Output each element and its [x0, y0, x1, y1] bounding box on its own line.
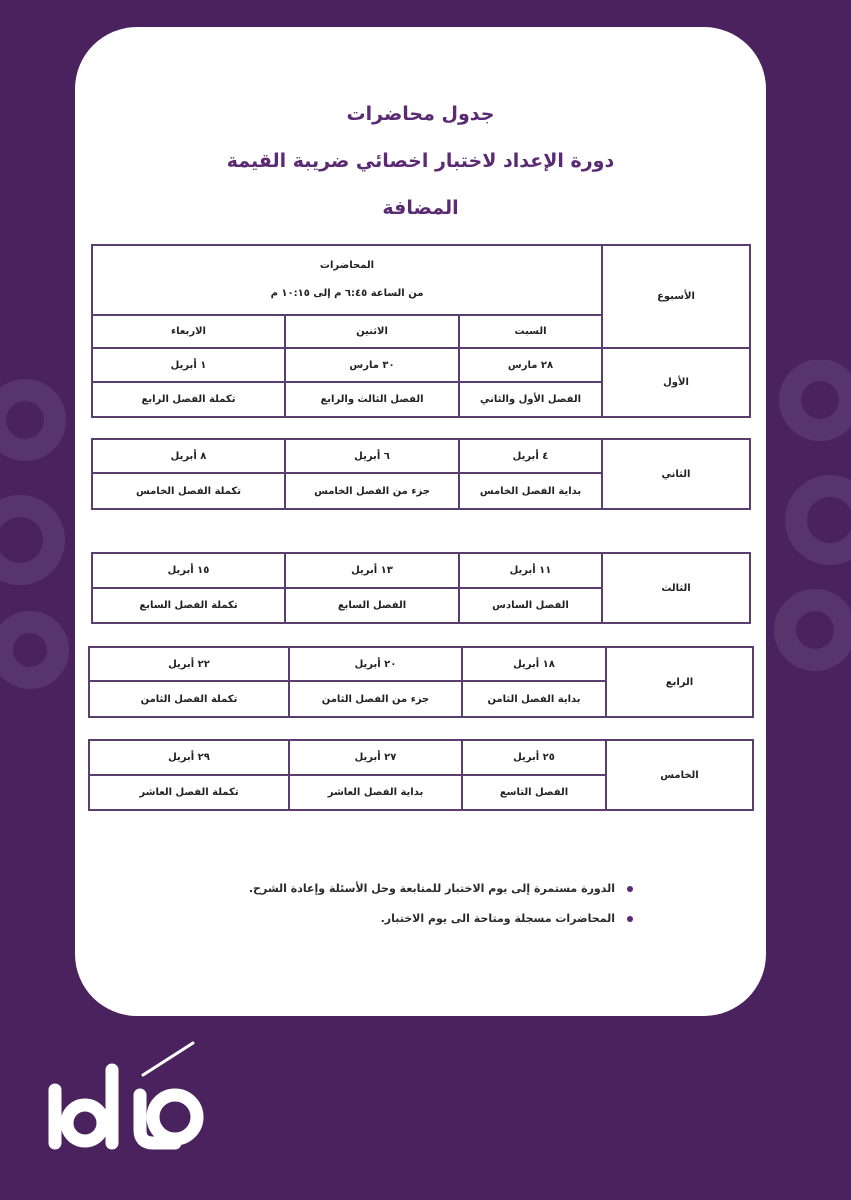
schedule-card [75, 27, 766, 1016]
topic-cell: جزء من الفصل الخامس [285, 473, 459, 509]
date-cell: ٢٠ أبريل [289, 647, 462, 681]
topic-cell: جزء من الفصل الثامن [289, 681, 462, 717]
topic-cell: بداية الفصل العاشر [289, 775, 462, 810]
note-text: الدورة مستمرة إلى يوم الاختبار للمتابعة وحل الأسئلة وإعادة الشرح. [248, 882, 615, 895]
day-header-saturday: السبت [459, 315, 602, 348]
topic-cell: الفصل الثالث والرابع [285, 382, 459, 417]
date-cell: ٢٧ أبريل [289, 740, 462, 775]
topic-cell: الفصل التاسع [462, 775, 606, 810]
title-line-3: المضافة [382, 197, 459, 219]
time-label: من الساعة ٦:٤٥ م إلى ١٠:١٥ م [270, 288, 424, 299]
topic-cell: بداية الفصل الخامس [459, 473, 602, 509]
topic-cell: تكملة الفصل الثامن [89, 681, 289, 717]
topic-cell: الفصل الأول والثاني [459, 382, 602, 417]
bullet-dot-icon [627, 886, 633, 892]
date-cell: ٦ أبريل [285, 439, 459, 473]
schedule-table-week-3 [91, 552, 751, 624]
week-name: الأول [602, 348, 750, 417]
date-cell: ١ أبريل [92, 348, 285, 382]
date-cell: ٤ أبريل [459, 439, 602, 473]
schedule-table-week-4 [88, 646, 754, 718]
topic-cell: تكملة الفصل الخامس [92, 473, 285, 509]
topic-cell: بداية الفصل الثامن [462, 681, 606, 717]
week-name: الثالث [602, 553, 750, 623]
week-column-header: الأسبوع [602, 245, 750, 348]
note-item [249, 882, 633, 896]
schedule-table-week-2 [91, 438, 751, 510]
topic-cell: الفصل السابع [285, 588, 459, 623]
title-line-1: جدول محاضرات [346, 103, 495, 125]
week-name: الثاني [602, 439, 750, 509]
bullet-dot-icon [627, 916, 633, 922]
week-name: الخامس [606, 740, 753, 810]
day-header-wednesday: الاربعاء [92, 315, 285, 348]
lectures-label: المحاضرات [319, 260, 375, 271]
day-header-monday: الاثنين [285, 315, 459, 348]
topic-cell: تكملة الفصل العاشر [89, 775, 289, 810]
date-cell: ٢٥ أبريل [462, 740, 606, 775]
date-cell: ١١ أبريل [459, 553, 602, 588]
date-cell: ٨ أبريل [92, 439, 285, 473]
date-cell: ٢٩ أبريل [89, 740, 289, 775]
date-cell: ١٣ أبريل [285, 553, 459, 588]
date-cell: ٣٠ مارس [285, 348, 459, 382]
date-cell: ١٨ أبريل [462, 647, 606, 681]
title-block [75, 102, 766, 243]
topic-cell: الفصل السادس [459, 588, 602, 623]
notes-list [249, 882, 633, 942]
topic-cell: تكملة الفصل السابع [92, 588, 285, 623]
date-cell: ٢٢ أبريل [89, 647, 289, 681]
schedule-table-week-1 [91, 244, 751, 418]
topic-cell: تكملة الفصل الرابع [92, 382, 285, 417]
lectures-header [92, 245, 602, 315]
schedule-table-week-5 [88, 739, 754, 811]
date-cell: ١٥ أبريل [92, 553, 285, 588]
date-cell: ٢٨ مارس [459, 348, 602, 382]
note-item [249, 912, 633, 926]
note-text: المحاضرات مسجلة ومتاحة الى يوم الاختبار. [380, 912, 615, 925]
brand-logo [25, 1035, 205, 1150]
title-line-2: دورة الإعداد لاختبار اخصائي ضريبة القيمة [226, 150, 615, 172]
week-name: الرابع [606, 647, 753, 717]
